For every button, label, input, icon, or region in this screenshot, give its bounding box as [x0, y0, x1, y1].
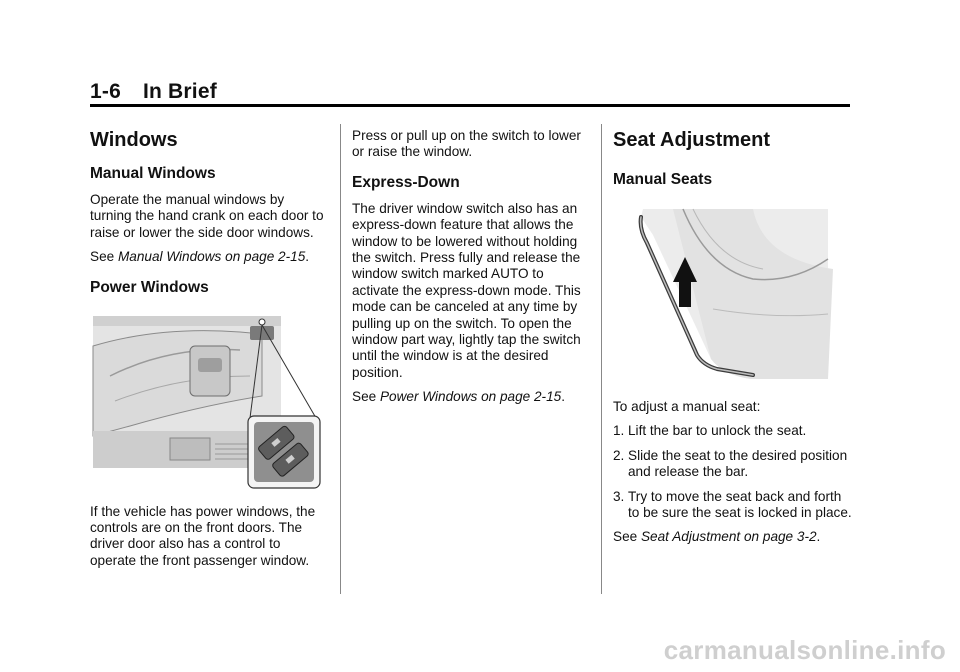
column-1 — [90, 124, 328, 577]
power-window-switch-illustration — [90, 306, 328, 496]
manual-seats-heading: Manual Seats — [613, 171, 713, 188]
see-suffix: . — [816, 529, 821, 545]
list-item — [613, 448, 853, 481]
manual-windows-link[interactable]: Manual Windows on page 2-15 — [117, 249, 306, 265]
see-prefix: See — [352, 389, 380, 405]
door-handle — [198, 358, 222, 372]
door-top-trim — [93, 316, 281, 326]
column-divider — [601, 124, 602, 594]
see-prefix: See — [613, 529, 641, 545]
step-text: Slide the seat to the desired position and release the bar. — [628, 447, 848, 480]
manual-seat-intro: To adjust a manual seat: — [613, 399, 761, 414]
power-windows-body: If the vehicle has power windows, the controls are on the front doors. The driver door also has a control to operate the front passenger window. — [90, 503, 316, 568]
step-number: 3. — [613, 488, 625, 504]
press-pull-text: Press or pull up on the switch to lower or raise the window. — [352, 128, 581, 160]
step-number: 2. — [613, 447, 625, 463]
seat-steps-list — [613, 423, 853, 521]
power-windows-link[interactable]: Power Windows on page 2-15 — [379, 389, 562, 405]
list-item — [613, 489, 853, 522]
windows-heading: Windows — [90, 129, 178, 151]
manual-seat-bar-illustration — [613, 199, 853, 389]
callout-dot — [259, 319, 265, 325]
see-suffix: . — [561, 389, 565, 405]
manual-windows-body: Operate the manual windows by turning the hand crank on each door to raise or lower the side door windows. — [90, 192, 324, 240]
express-down-body: The driver window switch also has an express-down feature that allows the window to be lowered without holding the switch. Press fully and release the window switch marked AUTO to activate the express-down mode. This mode can be canceled at any time by pulling up on the switch. To open the window part way, lightly tap the switch until the window is at the desired position. — [352, 200, 581, 380]
column-divider — [340, 124, 341, 594]
step-number: 1. — [613, 423, 625, 439]
manual-windows-see — [90, 249, 328, 265]
section-title: In Brief — [142, 80, 217, 103]
seat-adjustment-see — [613, 529, 853, 545]
seat-adjustment-link[interactable]: Seat Adjustment on page 3-2 — [640, 529, 817, 545]
seat-adjustment-heading: Seat Adjustment — [613, 129, 771, 151]
step-text: Lift the bar to unlock the seat. — [628, 423, 807, 439]
column-3 — [613, 124, 853, 554]
list-item — [613, 423, 853, 439]
page-header — [90, 80, 217, 104]
express-down-heading: Express-Down — [352, 173, 460, 191]
manual-windows-heading: Manual Windows — [90, 165, 216, 182]
step-text: Try to move the seat back and forth to be sure the seat is locked in place. — [628, 488, 852, 521]
see-suffix: . — [305, 249, 310, 265]
page-number: 1-6 — [90, 80, 121, 103]
door-pocket — [170, 438, 210, 460]
power-windows-heading: Power Windows — [90, 278, 209, 296]
watermark: carmanualsonline.info — [663, 635, 946, 665]
power-windows-see — [352, 389, 590, 405]
column-2 — [352, 124, 590, 414]
header-divider — [90, 104, 850, 107]
see-prefix: See — [90, 249, 118, 265]
